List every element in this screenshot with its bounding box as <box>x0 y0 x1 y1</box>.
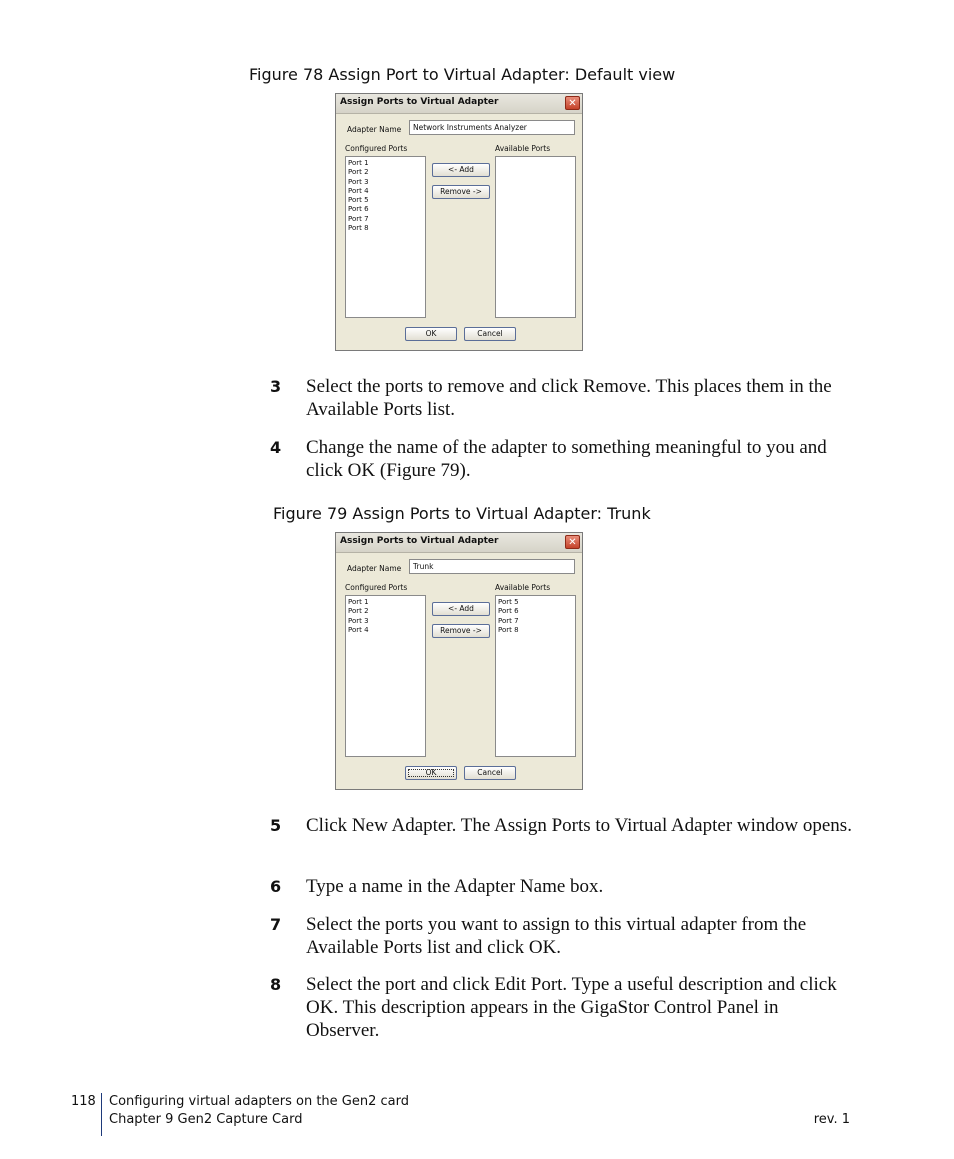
step-text: Type a name in the Adapter Name box. <box>306 876 604 897</box>
list-item[interactable]: Port 4 <box>348 625 369 634</box>
close-icon[interactable]: ✕ <box>565 535 580 549</box>
step-number: 7 <box>270 915 282 934</box>
assign-ports-dialog-default <box>335 93 583 351</box>
list-item[interactable]: Port 6 <box>498 607 519 616</box>
adapter-name-label: Adapter Name <box>347 564 402 573</box>
close-icon[interactable]: ✕ <box>565 96 580 110</box>
configured-ports-label: Configured Ports <box>345 583 408 592</box>
available-ports-list[interactable] <box>495 595 576 757</box>
figure-78-caption: Figure 78 Assign Port to Virtual Adapter: Default view <box>249 65 676 84</box>
available-ports-label: Available Ports <box>495 583 551 592</box>
step-number: 5 <box>270 816 282 835</box>
ok-button[interactable]: OK <box>405 327 457 341</box>
step-text: Select the port and click Edit Port. Type a useful description and click OK. This description appears in the GigaStor Control Panel in Observer. <box>306 974 837 1041</box>
remove-button[interactable]: Remove -> <box>432 185 490 199</box>
configured-ports-list[interactable] <box>345 595 426 757</box>
page-number: 118 <box>71 1094 96 1109</box>
adapter-name-input[interactable]: Trunk <box>409 559 575 574</box>
configured-ports-label: Configured Ports <box>345 144 408 153</box>
ok-button[interactable]: OK <box>405 766 457 780</box>
dialog-title: Assign Ports to Virtual Adapter <box>340 536 499 546</box>
list-item[interactable]: Port 7 <box>348 214 369 223</box>
adapter-name-input[interactable]: Network Instruments Analyzer <box>409 120 575 135</box>
step-number: 8 <box>270 975 282 994</box>
list-item[interactable]: Port 3 <box>348 177 369 186</box>
dialog-titlebar <box>336 94 582 114</box>
list-item[interactable]: Port 1 <box>348 598 369 606</box>
footer-chapter: Chapter 9 Gen2 Capture Card <box>109 1112 303 1127</box>
available-ports-list[interactable] <box>495 156 576 318</box>
step-text: Click New Adapter. The Assign Ports to Virtual Adapter window opens. <box>306 815 852 836</box>
list-item[interactable]: Port 8 <box>498 625 519 634</box>
list-item[interactable]: Port 4 <box>348 186 369 195</box>
remove-button[interactable]: Remove -> <box>432 624 490 638</box>
list-item[interactable]: Port 5 <box>498 598 519 606</box>
step-number: 4 <box>270 438 282 457</box>
figure-79-caption: Figure 79 Assign Ports to Virtual Adapter: Trunk <box>273 504 651 523</box>
list-item[interactable]: Port 8 <box>348 224 369 233</box>
dialog-title: Assign Ports to Virtual Adapter <box>340 97 499 107</box>
footer-divider <box>101 1093 102 1136</box>
assign-ports-dialog-trunk <box>335 532 583 790</box>
list-item[interactable]: Port 2 <box>348 607 369 616</box>
adapter-name-label: Adapter Name <box>347 125 402 134</box>
step-number: 3 <box>270 377 282 396</box>
cancel-button[interactable]: Cancel <box>464 327 516 341</box>
step-number: 6 <box>270 877 282 896</box>
footer-section: Configuring virtual adapters on the Gen2 card <box>109 1094 409 1109</box>
list-item[interactable]: Port 5 <box>348 196 369 205</box>
step-text: Select the ports you want to assign to this virtual adapter from the Available Ports list and click OK. <box>306 914 807 958</box>
add-button[interactable]: <- Add <box>432 602 490 616</box>
list-item[interactable]: Port 1 <box>348 159 369 167</box>
list-item[interactable]: Port 3 <box>348 616 369 625</box>
step-text: Select the ports to remove and click Remove. This places them in the Available Ports list. <box>306 376 832 420</box>
footer-revision: rev. 1 <box>813 1112 850 1127</box>
dialog-titlebar <box>336 533 582 553</box>
cancel-button[interactable]: Cancel <box>464 766 516 780</box>
list-item[interactable]: Port 6 <box>348 205 369 214</box>
available-ports-label: Available Ports <box>495 144 551 153</box>
add-button[interactable]: <- Add <box>432 163 490 177</box>
configured-ports-list[interactable] <box>345 156 426 318</box>
list-item[interactable]: Port 2 <box>348 168 369 177</box>
step-text: Change the name of the adapter to something meaningful to you and click OK (Figure 79). <box>306 437 827 481</box>
list-item[interactable]: Port 7 <box>498 616 519 625</box>
